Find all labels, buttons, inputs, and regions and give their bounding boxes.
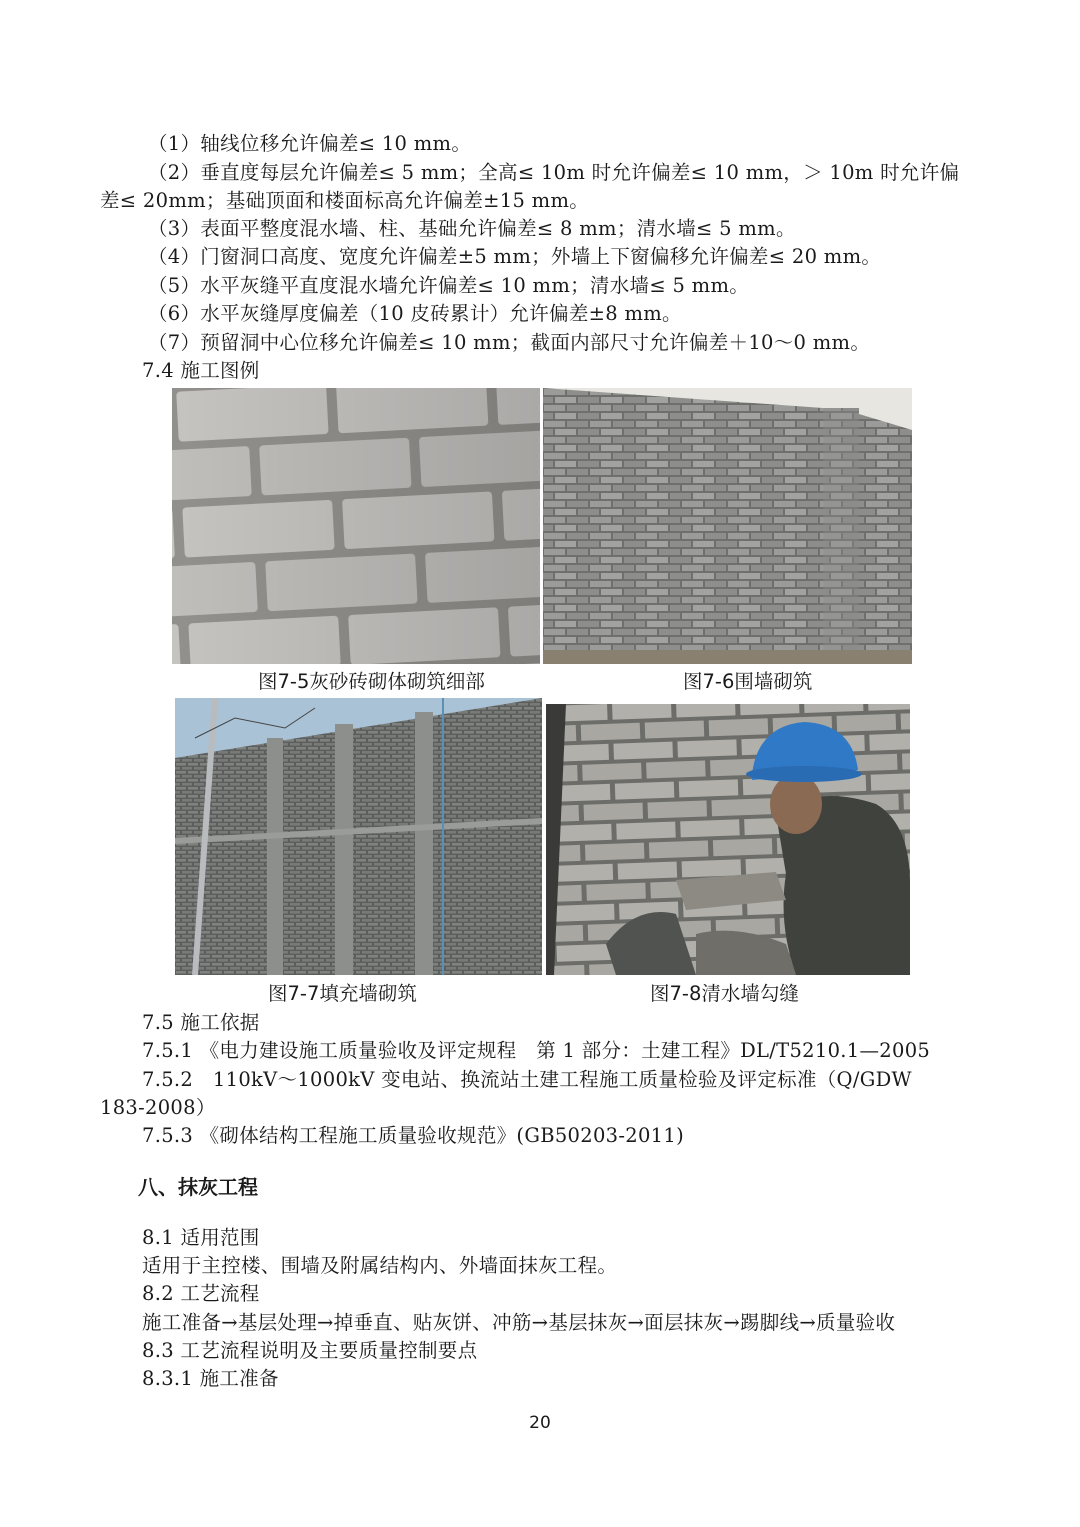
item-5: （5）水平灰缝平直度混水墙允许偏差≤ 10 mm；清水墙≤ 5 mm。 — [148, 274, 750, 297]
item-2-line1: （2）垂直度每层允许偏差≤ 5 mm；全高≤ 10m 时允许偏差≤ 10 mm，＞ 10m 时允许偏 — [148, 161, 960, 184]
section-7-5-heading: 7.5 施工依据 — [142, 1011, 260, 1034]
figure-7-6-caption: 图7-6围墙砌筑 — [683, 670, 813, 693]
ref-7-5-1: 7.5.1 《电力建设施工质量验收及评定规程 第 1 部分：土建工程》DL/T5210.1—2005 — [142, 1039, 931, 1062]
photo-brick-detail — [172, 388, 540, 664]
figure-7-5-caption: 图7-5灰砂砖砌体砌筑细部 — [258, 670, 485, 693]
ref-7-5-3: 7.5.3 《砌体结构工程施工质量验收规范》(GB50203-2011) — [142, 1124, 684, 1147]
section-8-1-heading: 8.1 适用范围 — [142, 1226, 260, 1249]
photo-infill-wall — [175, 698, 542, 975]
item-6: （6）水平灰缝厚度偏差（10 皮砖累计）允许偏差±8 mm。 — [148, 302, 682, 325]
item-2-line2: 差≤ 20mm；基础顶面和楼面标高允许偏差±15 mm。 — [100, 189, 590, 212]
figure-7-8-caption: 图7-8清水墙勾缝 — [650, 982, 799, 1005]
photo-fair-faced-wall-pointing — [546, 704, 910, 975]
figure-7-7-caption: 图7-7填充墙砌筑 — [268, 982, 417, 1005]
item-7: （7）预留洞中心位移允许偏差≤ 10 mm；截面内部尺寸允许偏差＋10～0 mm。 — [148, 331, 871, 354]
page-number: 20 — [529, 1413, 551, 1433]
ref-7-5-2-line2: 183-2008） — [100, 1096, 216, 1119]
item-1: （1）轴线位移允许偏差≤ 10 mm。 — [148, 132, 472, 155]
section-8-2-text: 施工准备→基层处理→掉垂直、贴灰饼、冲筋→基层抹灰→面层抹灰→踢脚线→质量验收 — [142, 1311, 896, 1334]
section-8-3-heading: 8.3 工艺流程说明及主要质量控制要点 — [142, 1339, 478, 1362]
item-3: （3）表面平整度混水墙、柱、基础允许偏差≤ 8 mm；清水墙≤ 5 mm。 — [148, 217, 796, 240]
section-7-4-heading: 7.4 施工图例 — [142, 359, 260, 382]
ref-7-5-2-line1: 7.5.2 110kV～1000kV 变电站、换流站土建工程施工质量检验及评定标准（Q/GDW — [142, 1068, 912, 1091]
section-8-3-1-heading: 8.3.1 施工准备 — [142, 1367, 279, 1390]
item-4: （4）门窗洞口高度、宽度允许偏差±5 mm；外墙上下窗偏移允许偏差≤ 20 mm。 — [148, 245, 882, 268]
section-8-2-heading: 8.2 工艺流程 — [142, 1282, 260, 1305]
photo-boundary-wall — [543, 388, 912, 664]
section-8-1-text: 适用于主控楼、围墙及附属结构内、外墙面抹灰工程。 — [142, 1254, 618, 1277]
chapter-8-heading: 八、抹灰工程 — [138, 1175, 258, 1199]
